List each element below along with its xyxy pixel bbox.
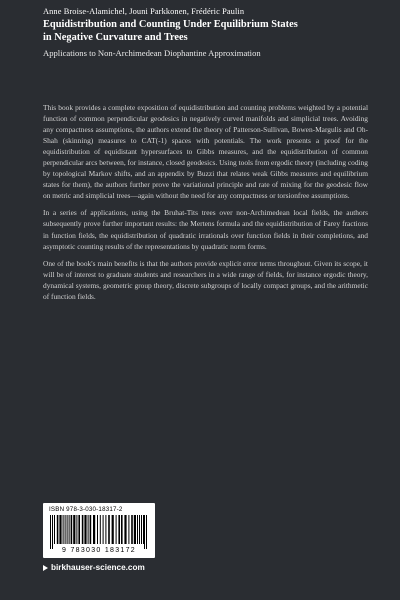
barcode-bar bbox=[59, 515, 61, 544]
barcode-bar bbox=[73, 515, 75, 544]
barcode-bar bbox=[88, 515, 89, 544]
blurb-paragraph-3: One of the book's main benefits is that the authors provide explicit error terms throughout. Given its scope, it will be of interest to graduate students and researchers in a wide range of fields, for instance ergodic theory, dynamical systems, geometric group theory, discrete subgroups of locally compact groups, and the arithmetic of function fields. bbox=[43, 258, 368, 301]
barcode-bar bbox=[93, 515, 95, 544]
barcode-bar bbox=[121, 515, 123, 544]
barcode-bar bbox=[84, 515, 86, 544]
title-line-2: in Negative Curvature and Trees bbox=[43, 31, 188, 43]
book-title bbox=[43, 19, 383, 44]
header bbox=[43, 6, 383, 59]
barcode-bar bbox=[63, 515, 64, 544]
isbn-label: ISBN 978-3-030-18317-2 bbox=[49, 506, 123, 513]
barcode-bar bbox=[54, 515, 55, 544]
barcode-bar bbox=[97, 515, 98, 544]
barcode-bar bbox=[82, 515, 84, 544]
barcode-bar bbox=[137, 515, 138, 544]
barcode-bar bbox=[76, 515, 77, 544]
blurb-paragraph-1: This book provides a complete exposition of equidistribution and counting problems weighted by a potential function of common perpendicular geodesics in negatively curved manifolds and simplicial trees. Avoiding any compactness assumptions, the authors extend the theory of Patterson-Sullivan, Bowen-Margulis and Oh-Shah (skinning) measures to CAT(-1) spaces with potentials. The work presents a proof for the equidistribution of equidistant hypersurfaces to Gibbs measures, and the equidistribution of common perpendicular arcs between, for instance, closed geodesics. Using tools from ergodic theory (including coding by topological Markov shifts, and an appendix by Buzzi that relates weak Gibbs measures and equilibrium states for them), the authors further prove the variational principle and rate of mixing for the geodesic flow on metric and simplicial trees—again without the need for any compactness or torsionfree assumptions. bbox=[43, 103, 368, 201]
book-subtitle: Applications to Non-Archimedean Diophantine Approximation bbox=[43, 48, 261, 58]
authors: Anne Broise-Alamichel, Jouni Parkkonen, Frédéric Paulin bbox=[43, 7, 245, 16]
barcode-bar bbox=[124, 515, 126, 544]
barcode-bar bbox=[144, 515, 145, 549]
arrow-icon bbox=[43, 565, 48, 571]
blurb bbox=[43, 102, 368, 308]
barcode-bar bbox=[131, 515, 133, 544]
barcode-bar bbox=[69, 515, 70, 544]
barcode-bar bbox=[146, 515, 147, 549]
publisher-link[interactable] bbox=[43, 563, 145, 572]
title-line-1: Equidistribution and Counting Under Equilibrium States bbox=[43, 19, 298, 30]
barcode-bar bbox=[118, 515, 120, 544]
barcode-bar bbox=[50, 515, 51, 549]
barcode-bar bbox=[65, 515, 66, 544]
barcode-bar bbox=[141, 515, 142, 544]
barcode-bar bbox=[67, 515, 68, 544]
barcode-bar bbox=[90, 515, 92, 544]
publisher-url[interactable]: birkhauser-science.com bbox=[51, 563, 145, 572]
barcode-bar bbox=[57, 515, 59, 544]
barcode-bar bbox=[52, 515, 53, 549]
barcode-bar bbox=[139, 515, 140, 544]
barcode-bar bbox=[78, 515, 80, 544]
blurb-paragraph-2: In a series of applications, using the Bruhat-Tits trees over non-Archimedean local fields, the authors subsequently prove further important results: the Mertens formula and the equidistribution of Farey fractions in function fields, the equidistribution of quadratic irrationals over function fields in their completions, and asymptotic counting results of the representations by quadratic norm forms. bbox=[43, 208, 368, 251]
barcode-bar bbox=[128, 515, 129, 544]
barcode-bar bbox=[100, 515, 101, 544]
barcode-bar bbox=[143, 515, 144, 544]
isbn-barcode bbox=[43, 503, 155, 558]
barcode-bars bbox=[50, 515, 148, 549]
barcode-bar bbox=[112, 515, 114, 544]
barcode-bar bbox=[71, 515, 73, 544]
barcode-digits: 9 783030 183172 bbox=[62, 547, 136, 554]
barcode-bar bbox=[108, 515, 110, 544]
barcode-bar bbox=[134, 515, 136, 544]
barcode-bar bbox=[103, 515, 104, 544]
barcode-bar bbox=[116, 515, 117, 544]
barcode-bar bbox=[105, 515, 106, 544]
